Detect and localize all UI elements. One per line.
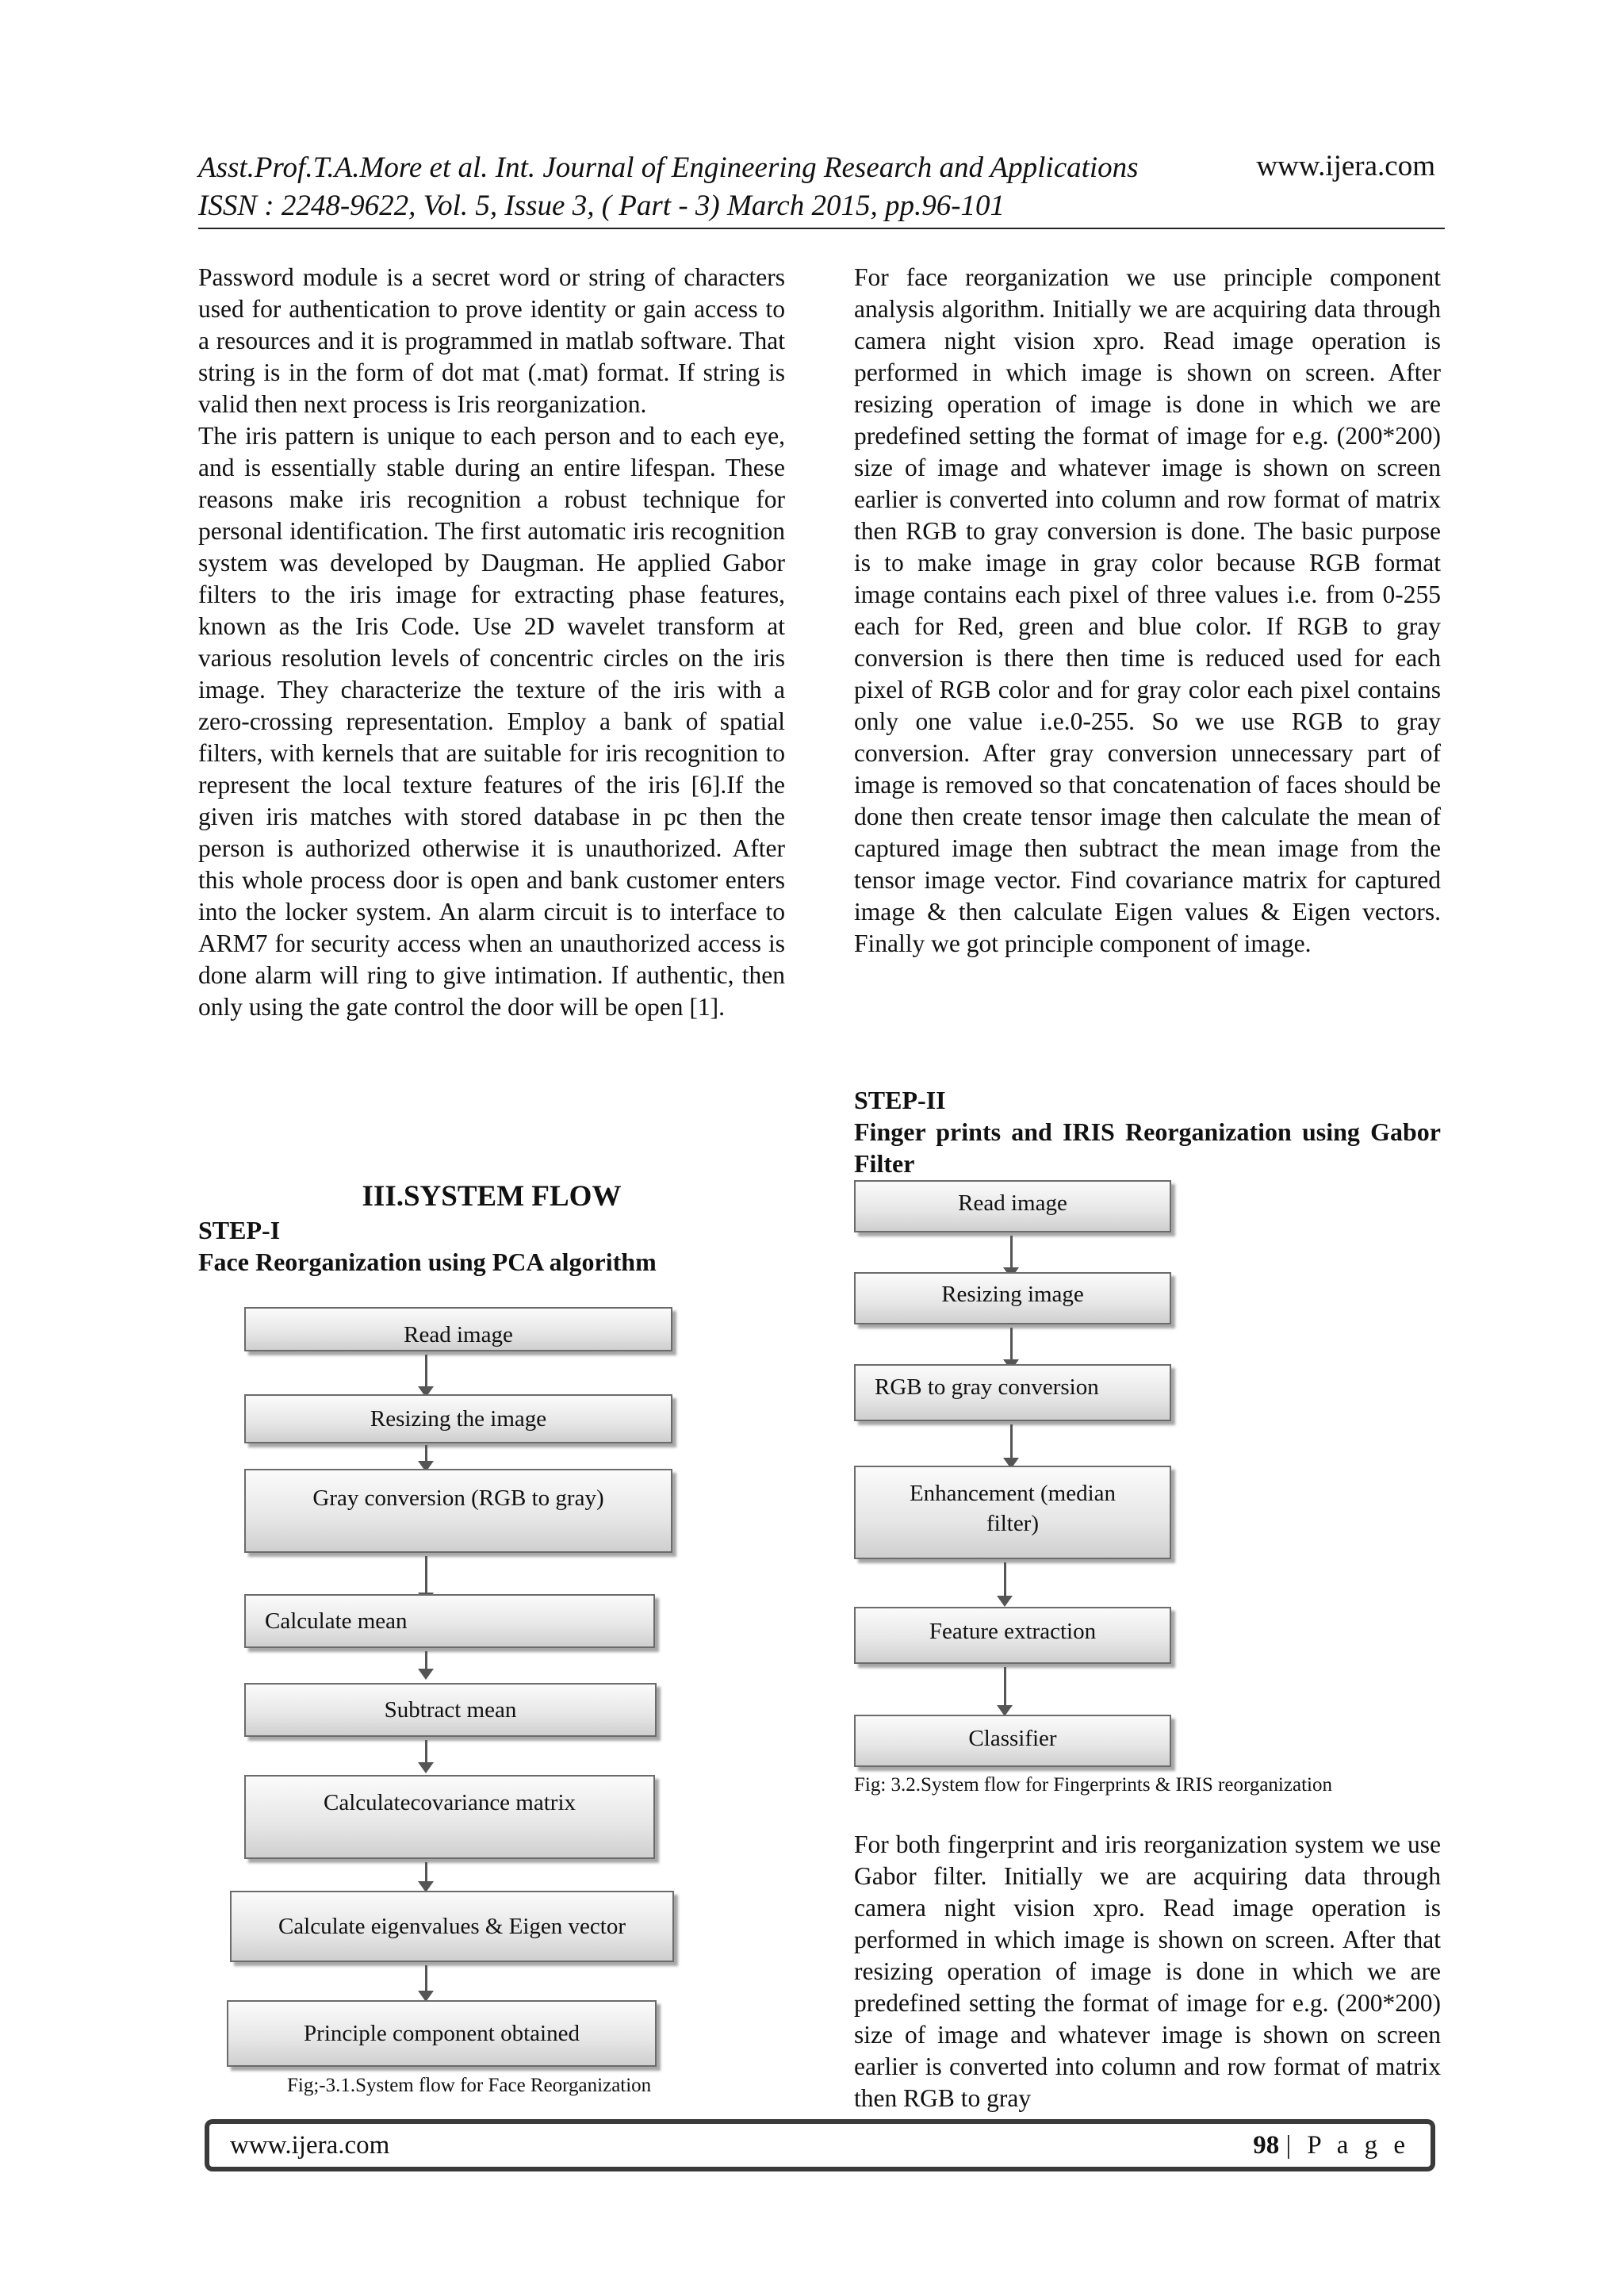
paragraph-password-module: Password module is a secret word or string of characters used for authentication to prove identity or gain access to a resources and it is programmed in matlab software. That string is in the form of dot mat (.mat) format. If string is valid then next process is Iris reorganization.: [198, 263, 785, 418]
iris-arrow-2: [1010, 1328, 1013, 1361]
paragraph-gabor-filter: For both fingerprint and iris reorganization system we use Gabor filter. Initially we are acquiring data through camera night vision xpro. Read image operation is performed in which image is shown on screen. After that resizing operation of image is done in which we are predefined setting the format of image for e.g. (200*200) size of image and whatever image is shown on screen earlier is converted into column and row format of matrix then RGB to gray: [854, 1830, 1441, 2112]
step2-title: Finger prints and IRIS Reorganization using Gabor Filter: [854, 1117, 1441, 1178]
step1-heading: [198, 1214, 785, 1278]
face-arrow-4: [425, 1651, 427, 1670]
iris-step-rgb-gray: RGB to gray conversion: [854, 1364, 1171, 1421]
iris-step-enhancement: Enhancement (median filter): [854, 1466, 1171, 1559]
page-footer: [205, 2119, 1435, 2171]
right-column: [854, 262, 1441, 960]
section-title: III.SYSTEM FLOW: [362, 1180, 622, 1213]
footer-website: www.ijera.com: [230, 2130, 390, 2160]
face-step-gray-conversion: Gray conversion (RGB to gray): [244, 1469, 672, 1553]
face-arrow-1: [425, 1355, 427, 1388]
footer-page-number: 98 | P a g e: [1253, 2130, 1410, 2160]
page-header: [198, 149, 1435, 225]
left-column: [198, 262, 785, 1023]
header-issn: ISSN : 2248-9622, Vol. 5, Issue 3, ( Part - 3) March 2015, pp.96-101: [198, 190, 1005, 222]
face-step-read-image: Read image: [244, 1307, 672, 1351]
face-arrow-2: [425, 1445, 427, 1462]
iris-step-resize: Resizing image: [854, 1272, 1171, 1324]
iris-step-classifier: Classifier: [854, 1715, 1171, 1767]
step1-title: Face Reorganization using PCA algorithm: [198, 1248, 657, 1276]
face-step-principle-component: Principle component obtained: [227, 2000, 657, 2067]
step2-heading: [854, 1084, 1441, 1179]
figure-3-1-caption: Fig;-3.1.System flow for Face Reorganization: [287, 2075, 652, 2096]
face-arrow-5: [425, 1740, 427, 1764]
face-arrow-3: [425, 1556, 427, 1594]
face-arrow-7: [425, 1965, 427, 1992]
step2-label: STEP-II: [854, 1086, 946, 1114]
paragraph-face-reorganization: For face reorganization we use principle component analysis algorithm. Initially we are acquiring data through camera night vision xpro. Read image operation is performed in which image is shown on screen. After resizing operation of image is done in which we are predefined setting the format of image for e.g. (200*200) size of image and whatever image is shown on screen earlier is converted into column and row format of matrix then RGB to gray conversion is done. The basic purpose is to make image in gray color because RGB format image contains each pixel of three values i.e. from 0-255 each for Red, green and blue color. If RGB to gray conversion is there then time is reduced used for each pixel of RGB color and for gray color each pixel contains only one value i.e.0-255. So we use RGB to gray conversion. After gray conversion unnecessary part of image is removed so that concatenation of faces should be done then create tensor image then calculate the mean of captured image then subtract the mean image from the tensor image vector. Find covariance matrix for captured image & then calculate Eigen values & Eigen vectors. Finally we got principle component of image.: [854, 263, 1441, 957]
iris-arrow-5: [1004, 1667, 1006, 1707]
face-step-calculate-mean: Calculate mean: [244, 1594, 655, 1648]
figure-3-2-caption: Fig: 3.2.System flow for Fingerprints & IRIS reorganization: [854, 1774, 1332, 1796]
iris-step-read-image: Read image: [854, 1180, 1171, 1232]
face-step-subtract-mean: Subtract mean: [244, 1683, 657, 1737]
header-website: www.ijera.com: [1256, 150, 1435, 182]
face-step-resize: Resizing the image: [244, 1394, 672, 1443]
face-arrow-6: [425, 1862, 427, 1883]
iris-arrow-3: [1010, 1424, 1013, 1459]
iris-arrow-1: [1010, 1236, 1013, 1269]
paragraph-iris-pattern: The iris pattern is unique to each person and to each eye, and is essentially stable during an entire lifespan. These reasons make iris recognition a robust technique for personal identification. The first automatic iris recognition system was developed by Daugman. He applied Gabor filters to the iris image for extracting phase features, known as the Iris Code. Use 2D wavelet transform at various resolution levels of concentric circles on the iris image. They characterize the texture of the iris with a zero-crossing representation. Employ a bank of spatial filters, with kernels that are suitable for iris recognition to represent the local texture features of the iris [6].If the given iris matches with stored database in pc then the person is authorized otherwise it is unauthorized. After this whole process door is open and bank customer enters into the locker system. An alarm circuit is to interface to ARM7 for security access when an unauthorized access is done alarm will ring to give intimation. If authentic, then only using the gate control the door will be open [1].: [198, 422, 785, 1021]
header-rule: [198, 228, 1445, 229]
face-step-covariance: Calculatecovariance matrix: [244, 1775, 655, 1859]
iris-step-feature-extraction: Feature extraction: [854, 1607, 1171, 1664]
face-step-eigen: Calculate eigenvalues & Eigen vector: [230, 1891, 674, 1962]
header-citation: Asst.Prof.T.A.More et al. Int. Journal of Engineering Research and Applications: [198, 151, 1139, 184]
iris-arrow-4: [1004, 1562, 1006, 1597]
step1-label: STEP-I: [198, 1216, 281, 1244]
